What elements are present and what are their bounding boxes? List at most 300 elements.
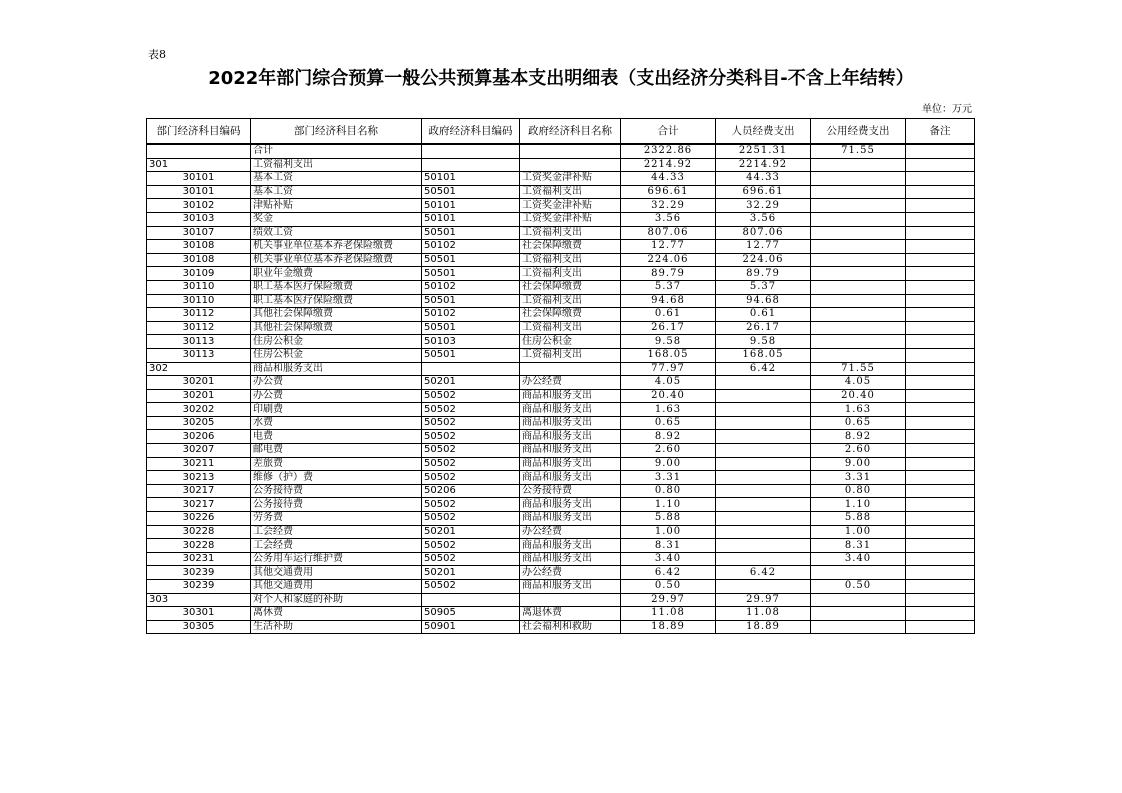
table-row	[147, 498, 975, 512]
cell-note	[906, 376, 975, 390]
cell-dept-code	[147, 144, 251, 158]
cell-gov-name: 社会保障缴费	[520, 308, 621, 322]
cell-total: 1.00	[621, 525, 716, 539]
table-row	[147, 580, 975, 594]
cell-personnel	[716, 444, 811, 458]
cell-dept-name: 津贴补贴	[251, 199, 422, 213]
cell-dept-name: 公务用车运行维护费	[251, 552, 422, 566]
cell-dept-code: 30207	[147, 444, 251, 458]
cell-dept-code: 30239	[147, 580, 251, 594]
cell-gov-name: 工资奖金津补贴	[520, 172, 621, 186]
cell-dept-name: 其他社会保障缴费	[251, 321, 422, 335]
cell-note	[906, 484, 975, 498]
cell-gov-name: 办公经费	[520, 566, 621, 580]
cell-gov-code: 50501	[422, 348, 520, 362]
cell-dept-code: 30226	[147, 512, 251, 526]
cell-total: 9.58	[621, 335, 716, 349]
cell-dept-name: 邮电费	[251, 444, 422, 458]
cell-public	[811, 212, 906, 226]
cell-gov-code: 50102	[422, 280, 520, 294]
cell-dept-code: 30110	[147, 280, 251, 294]
cell-personnel	[716, 403, 811, 417]
cell-note	[906, 172, 975, 186]
cell-dept-name: 机关事业单位基本养老保险缴费	[251, 240, 422, 254]
cell-dept-code: 30201	[147, 389, 251, 403]
cell-dept-code: 303	[147, 593, 251, 607]
table-row	[147, 525, 975, 539]
cell-public: 0.50	[811, 580, 906, 594]
table-row	[147, 416, 975, 430]
cell-dept-name: 离休费	[251, 607, 422, 621]
cell-dept-name: 劳务费	[251, 512, 422, 526]
cell-public: 0.65	[811, 416, 906, 430]
cell-dept-name: 商品和服务支出	[251, 362, 422, 376]
cell-note	[906, 321, 975, 335]
cell-gov-name: 办公经费	[520, 525, 621, 539]
cell-note	[906, 362, 975, 376]
cell-gov-name: 离退休费	[520, 607, 621, 621]
cell-dept-name: 生活补助	[251, 620, 422, 634]
cell-dept-name: 公务接待费	[251, 498, 422, 512]
cell-public	[811, 593, 906, 607]
cell-dept-name: 其他社会保障缴费	[251, 308, 422, 322]
cell-total: 6.42	[621, 566, 716, 580]
table-row	[147, 226, 975, 240]
cell-total: 8.92	[621, 430, 716, 444]
cell-public: 71.55	[811, 362, 906, 376]
header-personnel: 人员经费支出	[716, 119, 811, 145]
cell-public	[811, 172, 906, 186]
cell-total: 0.61	[621, 308, 716, 322]
cell-public: 1.63	[811, 403, 906, 417]
cell-dept-name: 办公费	[251, 389, 422, 403]
cell-note	[906, 620, 975, 634]
cell-public: 8.92	[811, 430, 906, 444]
cell-gov-name: 公务接待费	[520, 484, 621, 498]
cell-note	[906, 280, 975, 294]
cell-personnel: 9.58	[716, 335, 811, 349]
cell-public	[811, 607, 906, 621]
cell-personnel: 2251.31	[716, 144, 811, 158]
header-note: 备注	[906, 119, 975, 145]
cell-gov-code: 50201	[422, 525, 520, 539]
cell-personnel: 2214.92	[716, 158, 811, 172]
cell-gov-code: 50502	[422, 444, 520, 458]
table-row	[147, 566, 975, 580]
header-public: 公用经费支出	[811, 119, 906, 145]
cell-note	[906, 335, 975, 349]
unit-label: 单位：万元	[922, 104, 972, 115]
cell-note	[906, 444, 975, 458]
cell-total: 44.33	[621, 172, 716, 186]
cell-gov-name: 商品和服务支出	[520, 498, 621, 512]
table-row	[147, 593, 975, 607]
cell-personnel: 168.05	[716, 348, 811, 362]
header-total: 合计	[621, 119, 716, 145]
cell-gov-name: 商品和服务支出	[520, 539, 621, 553]
cell-gov-name: 社会保障缴费	[520, 280, 621, 294]
cell-total: 9.00	[621, 457, 716, 471]
cell-public: 2.60	[811, 444, 906, 458]
cell-personnel	[716, 512, 811, 526]
cell-gov-name: 工资福利支出	[520, 348, 621, 362]
cell-personnel: 224.06	[716, 253, 811, 267]
cell-gov-code: 50502	[422, 580, 520, 594]
cell-note	[906, 212, 975, 226]
cell-personnel: 696.61	[716, 185, 811, 199]
cell-dept-name: 职工基本医疗保险缴费	[251, 294, 422, 308]
cell-gov-code	[422, 593, 520, 607]
cell-note	[906, 348, 975, 362]
cell-personnel: 26.17	[716, 321, 811, 335]
cell-public	[811, 199, 906, 213]
cell-public: 3.40	[811, 552, 906, 566]
cell-personnel	[716, 552, 811, 566]
header-dept-name: 部门经济科目名称	[251, 119, 422, 145]
cell-gov-name	[520, 158, 621, 172]
cell-gov-code: 50501	[422, 253, 520, 267]
cell-gov-name: 商品和服务支出	[520, 430, 621, 444]
cell-public	[811, 226, 906, 240]
cell-dept-code: 30301	[147, 607, 251, 621]
cell-note	[906, 267, 975, 281]
cell-total: 0.65	[621, 416, 716, 430]
cell-dept-name: 工会经费	[251, 525, 422, 539]
cell-dept-name: 差旅费	[251, 457, 422, 471]
table-row	[147, 280, 975, 294]
cell-note	[906, 416, 975, 430]
cell-gov-code: 50501	[422, 267, 520, 281]
table-row	[147, 376, 975, 390]
cell-public	[811, 308, 906, 322]
cell-dept-code: 30113	[147, 348, 251, 362]
cell-note	[906, 457, 975, 471]
cell-gov-name: 工资奖金津补贴	[520, 199, 621, 213]
cell-dept-code: 30108	[147, 240, 251, 254]
cell-total: 3.31	[621, 471, 716, 485]
cell-gov-name: 商品和服务支出	[520, 416, 621, 430]
cell-dept-code: 30305	[147, 620, 251, 634]
cell-public	[811, 253, 906, 267]
cell-gov-name: 商品和服务支出	[520, 512, 621, 526]
cell-dept-code: 30112	[147, 321, 251, 335]
cell-total: 1.63	[621, 403, 716, 417]
cell-dept-name: 对个人和家庭的补助	[251, 593, 422, 607]
cell-gov-name	[520, 144, 621, 158]
cell-note	[906, 566, 975, 580]
cell-personnel	[716, 471, 811, 485]
cell-public	[811, 240, 906, 254]
cell-public	[811, 566, 906, 580]
cell-public	[811, 158, 906, 172]
cell-dept-code: 30112	[147, 308, 251, 322]
cell-note	[906, 389, 975, 403]
cell-dept-code: 30211	[147, 457, 251, 471]
table-row	[147, 457, 975, 471]
cell-public	[811, 335, 906, 349]
cell-dept-name: 公务接待费	[251, 484, 422, 498]
cell-note	[906, 253, 975, 267]
cell-gov-name: 社会保障缴费	[520, 240, 621, 254]
cell-gov-name	[520, 362, 621, 376]
cell-note	[906, 144, 975, 158]
cell-gov-code: 50102	[422, 308, 520, 322]
cell-total: 168.05	[621, 348, 716, 362]
cell-note	[906, 580, 975, 594]
cell-note	[906, 498, 975, 512]
cell-gov-code: 50206	[422, 484, 520, 498]
cell-dept-name: 机关事业单位基本养老保险缴费	[251, 253, 422, 267]
cell-total: 94.68	[621, 294, 716, 308]
cell-gov-name: 工资福利支出	[520, 226, 621, 240]
table-row	[147, 403, 975, 417]
cell-note	[906, 525, 975, 539]
cell-public	[811, 280, 906, 294]
cell-personnel: 11.08	[716, 607, 811, 621]
cell-total: 29.97	[621, 593, 716, 607]
cell-gov-code: 50502	[422, 389, 520, 403]
cell-dept-name: 水费	[251, 416, 422, 430]
cell-personnel	[716, 389, 811, 403]
cell-dept-name: 绩效工资	[251, 226, 422, 240]
header-dept-code: 部门经济科目编码	[147, 119, 251, 145]
table-row	[147, 552, 975, 566]
cell-dept-name: 住房公积金	[251, 348, 422, 362]
cell-gov-code: 50502	[422, 430, 520, 444]
table-row	[147, 158, 975, 172]
cell-gov-name: 商品和服务支出	[520, 580, 621, 594]
cell-dept-code: 30231	[147, 552, 251, 566]
cell-personnel: 6.42	[716, 566, 811, 580]
cell-gov-name: 商品和服务支出	[520, 389, 621, 403]
table-row	[147, 430, 975, 444]
cell-gov-code: 50101	[422, 199, 520, 213]
cell-total: 224.06	[621, 253, 716, 267]
cell-public: 20.40	[811, 389, 906, 403]
cell-total: 5.37	[621, 280, 716, 294]
cell-total: 0.80	[621, 484, 716, 498]
table-row	[147, 607, 975, 621]
cell-public: 1.10	[811, 498, 906, 512]
cell-gov-name: 工资福利支出	[520, 185, 621, 199]
table-row	[147, 539, 975, 553]
table-row	[147, 294, 975, 308]
cell-note	[906, 430, 975, 444]
cell-personnel	[716, 498, 811, 512]
cell-total: 12.77	[621, 240, 716, 254]
cell-note	[906, 158, 975, 172]
cell-note	[906, 294, 975, 308]
cell-gov-code: 50901	[422, 620, 520, 634]
cell-note	[906, 607, 975, 621]
table-row	[147, 308, 975, 322]
cell-personnel: 18.89	[716, 620, 811, 634]
cell-dept-code: 301	[147, 158, 251, 172]
table-row	[147, 172, 975, 186]
cell-total: 4.05	[621, 376, 716, 390]
cell-dept-code: 30102	[147, 199, 251, 213]
cell-gov-code: 50501	[422, 321, 520, 335]
cell-total: 11.08	[621, 607, 716, 621]
cell-dept-name: 奖金	[251, 212, 422, 226]
cell-personnel: 0.61	[716, 308, 811, 322]
cell-gov-code: 50101	[422, 172, 520, 186]
cell-total: 807.06	[621, 226, 716, 240]
table-row	[147, 484, 975, 498]
cell-public: 9.00	[811, 457, 906, 471]
sheet-label: 表8	[148, 48, 166, 61]
cell-public: 4.05	[811, 376, 906, 390]
table-row	[147, 212, 975, 226]
cell-dept-code: 30201	[147, 376, 251, 390]
cell-dept-name: 维修（护）费	[251, 471, 422, 485]
cell-personnel: 32.29	[716, 199, 811, 213]
cell-dept-code: 30109	[147, 267, 251, 281]
cell-gov-code: 50502	[422, 457, 520, 471]
cell-public	[811, 348, 906, 362]
cell-note	[906, 512, 975, 526]
cell-gov-code: 50103	[422, 335, 520, 349]
cell-personnel: 94.68	[716, 294, 811, 308]
cell-total: 5.88	[621, 512, 716, 526]
cell-dept-name: 职工基本医疗保险缴费	[251, 280, 422, 294]
cell-gov-code: 50905	[422, 607, 520, 621]
cell-dept-code: 30101	[147, 185, 251, 199]
cell-total: 1.10	[621, 498, 716, 512]
cell-personnel	[716, 580, 811, 594]
cell-dept-name: 电费	[251, 430, 422, 444]
cell-gov-name: 办公经费	[520, 376, 621, 390]
table-row	[147, 199, 975, 213]
cell-gov-name: 商品和服务支出	[520, 552, 621, 566]
cell-total: 8.31	[621, 539, 716, 553]
cell-total: 2.60	[621, 444, 716, 458]
cell-note	[906, 403, 975, 417]
cell-public: 1.00	[811, 525, 906, 539]
cell-dept-name: 职业年金缴费	[251, 267, 422, 281]
cell-public: 5.88	[811, 512, 906, 526]
cell-gov-name: 商品和服务支出	[520, 471, 621, 485]
cell-note	[906, 308, 975, 322]
cell-personnel: 44.33	[716, 172, 811, 186]
cell-gov-name: 工资福利支出	[520, 267, 621, 281]
table-row	[147, 362, 975, 376]
table-header-row	[147, 119, 975, 145]
cell-dept-code: 30101	[147, 172, 251, 186]
cell-total: 2214.92	[621, 158, 716, 172]
cell-total: 32.29	[621, 199, 716, 213]
cell-gov-code: 50101	[422, 212, 520, 226]
cell-gov-name: 商品和服务支出	[520, 444, 621, 458]
cell-dept-code: 30202	[147, 403, 251, 417]
table-row	[147, 144, 975, 158]
cell-dept-name: 其他交通费用	[251, 580, 422, 594]
cell-note	[906, 471, 975, 485]
table-row	[147, 444, 975, 458]
table-row	[147, 321, 975, 335]
cell-dept-name: 印刷费	[251, 403, 422, 417]
cell-gov-code	[422, 362, 520, 376]
cell-total: 18.89	[621, 620, 716, 634]
cell-dept-code: 30103	[147, 212, 251, 226]
cell-personnel	[716, 539, 811, 553]
cell-total: 3.40	[621, 552, 716, 566]
cell-total: 20.40	[621, 389, 716, 403]
cell-dept-code: 30113	[147, 335, 251, 349]
cell-total: 3.56	[621, 212, 716, 226]
cell-gov-name: 住房公积金	[520, 335, 621, 349]
cell-public: 3.31	[811, 471, 906, 485]
cell-note	[906, 593, 975, 607]
cell-personnel: 3.56	[716, 212, 811, 226]
table-row	[147, 348, 975, 362]
cell-note	[906, 185, 975, 199]
header-gov-code: 政府经济科目编码	[422, 119, 520, 145]
cell-gov-name: 工资福利支出	[520, 321, 621, 335]
cell-note	[906, 539, 975, 553]
cell-total: 77.97	[621, 362, 716, 376]
cell-gov-code: 50201	[422, 376, 520, 390]
cell-dept-code: 30206	[147, 430, 251, 444]
cell-dept-name: 基本工资	[251, 172, 422, 186]
cell-dept-code: 30217	[147, 484, 251, 498]
cell-dept-code: 30107	[147, 226, 251, 240]
cell-public: 8.31	[811, 539, 906, 553]
cell-gov-name: 社会福利和救助	[520, 620, 621, 634]
cell-gov-code: 50501	[422, 226, 520, 240]
cell-gov-code: 50502	[422, 512, 520, 526]
cell-total: 0.50	[621, 580, 716, 594]
cell-dept-code: 30239	[147, 566, 251, 580]
table-row	[147, 185, 975, 199]
cell-personnel	[716, 416, 811, 430]
cell-gov-code: 50502	[422, 552, 520, 566]
cell-personnel: 29.97	[716, 593, 811, 607]
cell-dept-code: 30217	[147, 498, 251, 512]
cell-dept-name: 工会经费	[251, 539, 422, 553]
cell-public: 71.55	[811, 144, 906, 158]
cell-public	[811, 185, 906, 199]
cell-personnel: 6.42	[716, 362, 811, 376]
table-row	[147, 240, 975, 254]
cell-dept-name: 工资福利支出	[251, 158, 422, 172]
table-row	[147, 620, 975, 634]
cell-public	[811, 321, 906, 335]
cell-gov-code: 50501	[422, 294, 520, 308]
cell-dept-code: 30228	[147, 525, 251, 539]
cell-public	[811, 267, 906, 281]
cell-total: 696.61	[621, 185, 716, 199]
cell-dept-name: 办公费	[251, 376, 422, 390]
budget-table	[146, 118, 975, 634]
cell-dept-name: 其他交通费用	[251, 566, 422, 580]
cell-gov-code: 50102	[422, 240, 520, 254]
cell-personnel: 89.79	[716, 267, 811, 281]
cell-total: 26.17	[621, 321, 716, 335]
cell-gov-name: 商品和服务支出	[520, 457, 621, 471]
cell-personnel: 5.37	[716, 280, 811, 294]
cell-personnel: 807.06	[716, 226, 811, 240]
cell-gov-name: 商品和服务支出	[520, 403, 621, 417]
cell-gov-code	[422, 144, 520, 158]
cell-dept-code: 30228	[147, 539, 251, 553]
cell-gov-name: 工资福利支出	[520, 253, 621, 267]
table-row	[147, 335, 975, 349]
cell-personnel	[716, 430, 811, 444]
table-row	[147, 389, 975, 403]
cell-dept-name: 基本工资	[251, 185, 422, 199]
table-row	[147, 471, 975, 485]
